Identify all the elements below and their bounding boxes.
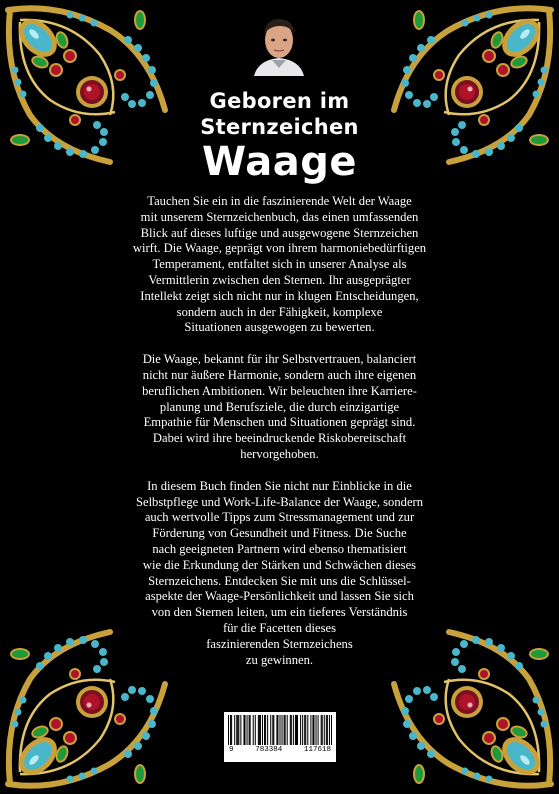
title-line-2: Sternzeichen bbox=[200, 115, 359, 139]
barcode-bar bbox=[240, 715, 241, 745]
text-line: Intellekt zeigt sich nicht nur in klugen Entscheidungen, bbox=[140, 288, 419, 303]
barcode-bar bbox=[293, 715, 294, 745]
barcode-bar bbox=[230, 715, 231, 745]
text-line: auch wertvolle Tipps zum Stressmanagement und zur bbox=[144, 510, 415, 525]
text-line: sondern auch in der Fähigkeit, komplexe bbox=[176, 304, 383, 319]
barcode-bar bbox=[255, 715, 256, 745]
barcode-bar bbox=[297, 715, 298, 745]
barcode-bar bbox=[295, 715, 296, 745]
text-line: zu gewinnen. bbox=[245, 652, 314, 667]
barcode-bars bbox=[228, 715, 332, 747]
barcode-bar bbox=[234, 715, 235, 745]
barcode-bar bbox=[313, 715, 314, 745]
barcode-bar bbox=[264, 715, 265, 745]
barcode-bar bbox=[250, 715, 251, 745]
text-line: Selbstpflege und Work-Life-Balance der Waage, sondern bbox=[135, 494, 424, 509]
barcode-bar bbox=[321, 715, 322, 745]
barcode-bar bbox=[302, 715, 303, 745]
text-line: Empathie für Menschen und Situationen geprägt sind. bbox=[143, 415, 416, 430]
barcode-group-1: 783384 bbox=[255, 746, 283, 754]
barcode-bar bbox=[312, 715, 313, 745]
text-line: wie die Erkundung der Stärken und Schwächen dieses bbox=[142, 557, 417, 572]
barcode-bar bbox=[327, 715, 328, 745]
barcode-bar bbox=[259, 715, 260, 745]
paragraph-2 bbox=[110, 352, 449, 463]
text-line: für die Facetten dieses bbox=[223, 620, 336, 635]
barcode-bar bbox=[247, 715, 248, 745]
barcode-bar bbox=[277, 715, 278, 745]
barcode-first-digit: 9 bbox=[229, 746, 234, 754]
barcode-bar bbox=[265, 715, 266, 745]
barcode-bar bbox=[258, 715, 259, 745]
text-line: Sternzeichens. Entdecken Sie mit uns die Schlüssel- bbox=[148, 573, 411, 588]
barcode-bar bbox=[249, 715, 250, 745]
barcode-bar bbox=[324, 715, 325, 745]
text-line: planung und Berufsziele, die durch einzigartige bbox=[159, 399, 400, 414]
text-line: nach geeigneten Partnern wird ebenso thematisiert bbox=[152, 541, 407, 556]
barcode-bar bbox=[267, 715, 268, 745]
text-line: Förderung von Gesundheit und Fitness. Die Suche bbox=[152, 526, 407, 541]
text-line: Die Waage, bekannt für ihr Selbstvertrauen, balanciert bbox=[142, 352, 417, 367]
barcode-bar bbox=[270, 715, 271, 745]
barcode-bar bbox=[237, 715, 238, 745]
barcode-bar bbox=[285, 715, 286, 745]
barcode-bar bbox=[276, 715, 277, 745]
barcode-bar bbox=[260, 715, 261, 745]
barcode-bar bbox=[307, 715, 308, 745]
text-line: hervorgehoben. bbox=[240, 446, 319, 461]
barcode-bar bbox=[236, 715, 237, 745]
text-line: In diesem Buch finden Sie nicht nur Einblicke in die bbox=[147, 478, 412, 493]
barcode-digits bbox=[226, 746, 334, 754]
barcode-bar bbox=[262, 715, 263, 745]
title-line-1: Geboren im bbox=[209, 89, 350, 113]
barcode-bar bbox=[291, 715, 292, 745]
barcode-bar bbox=[329, 715, 330, 745]
barcode-bar bbox=[231, 715, 232, 745]
text-line: Situationen ausgewogen zu bewerten. bbox=[184, 320, 375, 335]
text-line: nicht nur äußere Harmonie, sondern auch ihre eigenen bbox=[142, 367, 417, 382]
barcode-bar bbox=[287, 715, 288, 745]
barcode-bar bbox=[316, 715, 317, 745]
barcode-bar bbox=[300, 715, 301, 745]
barcode-bar bbox=[304, 715, 305, 745]
barcode-bar bbox=[238, 715, 239, 745]
paragraph-1 bbox=[110, 194, 449, 336]
barcode-bar bbox=[305, 715, 306, 745]
barcode-bar bbox=[244, 715, 245, 745]
blurb-text bbox=[110, 194, 449, 684]
zodiac-sign-title: Waage bbox=[202, 139, 357, 185]
barcode-bar bbox=[290, 715, 291, 745]
text-line: beruflichen Ambitionen. Wir beleuchten ihre Karriere- bbox=[142, 383, 417, 398]
barcode-bar bbox=[273, 715, 274, 745]
barcode-bar bbox=[284, 715, 285, 745]
barcode-bar bbox=[322, 715, 323, 745]
barcode-bar bbox=[296, 715, 297, 745]
author-portrait bbox=[250, 12, 308, 76]
text-line: aspekte der Waage-Persönlichkeit und lassen Sie sich bbox=[145, 589, 414, 604]
text-line: von den Sternen leiten, um ein tieferes Verständnis bbox=[151, 605, 408, 620]
text-line: Tauchen Sie ein in die faszinierende Welt der Waage bbox=[147, 194, 412, 208]
barcode-bar bbox=[243, 715, 244, 745]
text-line: Vermittlerin zwischen den Sternen. Ihr ausgeprägter bbox=[148, 272, 411, 287]
barcode-bar bbox=[282, 715, 283, 745]
barcode-bar bbox=[253, 715, 254, 745]
text-line: mit unserem Sternzeichenbuch, das einen umfassenden bbox=[140, 209, 419, 224]
text-line: Temperament, entfaltet sich in unserer Analyse als bbox=[152, 257, 407, 272]
barcode-bar bbox=[272, 715, 273, 745]
barcode-group-2: 117618 bbox=[303, 746, 331, 754]
text-line: Blick auf dieses luftige und ausgewogene Sternzeichen bbox=[140, 225, 419, 240]
barcode-bar bbox=[279, 715, 280, 745]
text-line: faszinierenden Sternzeichens bbox=[206, 636, 353, 651]
paragraph-3 bbox=[110, 479, 449, 669]
barcode-bar bbox=[331, 715, 332, 745]
text-line: Dabei wird ihre beeindruckende Riskobereitschaft bbox=[152, 431, 407, 446]
barcode-bar bbox=[318, 715, 319, 745]
barcode-bar bbox=[326, 715, 327, 745]
isbn-barcode bbox=[224, 712, 336, 762]
barcode-bar bbox=[228, 715, 229, 745]
text-line: wirft. Die Waage, geprägt von ihrem harmoniebedürftigen bbox=[132, 241, 427, 256]
barcode-bar bbox=[310, 715, 311, 745]
